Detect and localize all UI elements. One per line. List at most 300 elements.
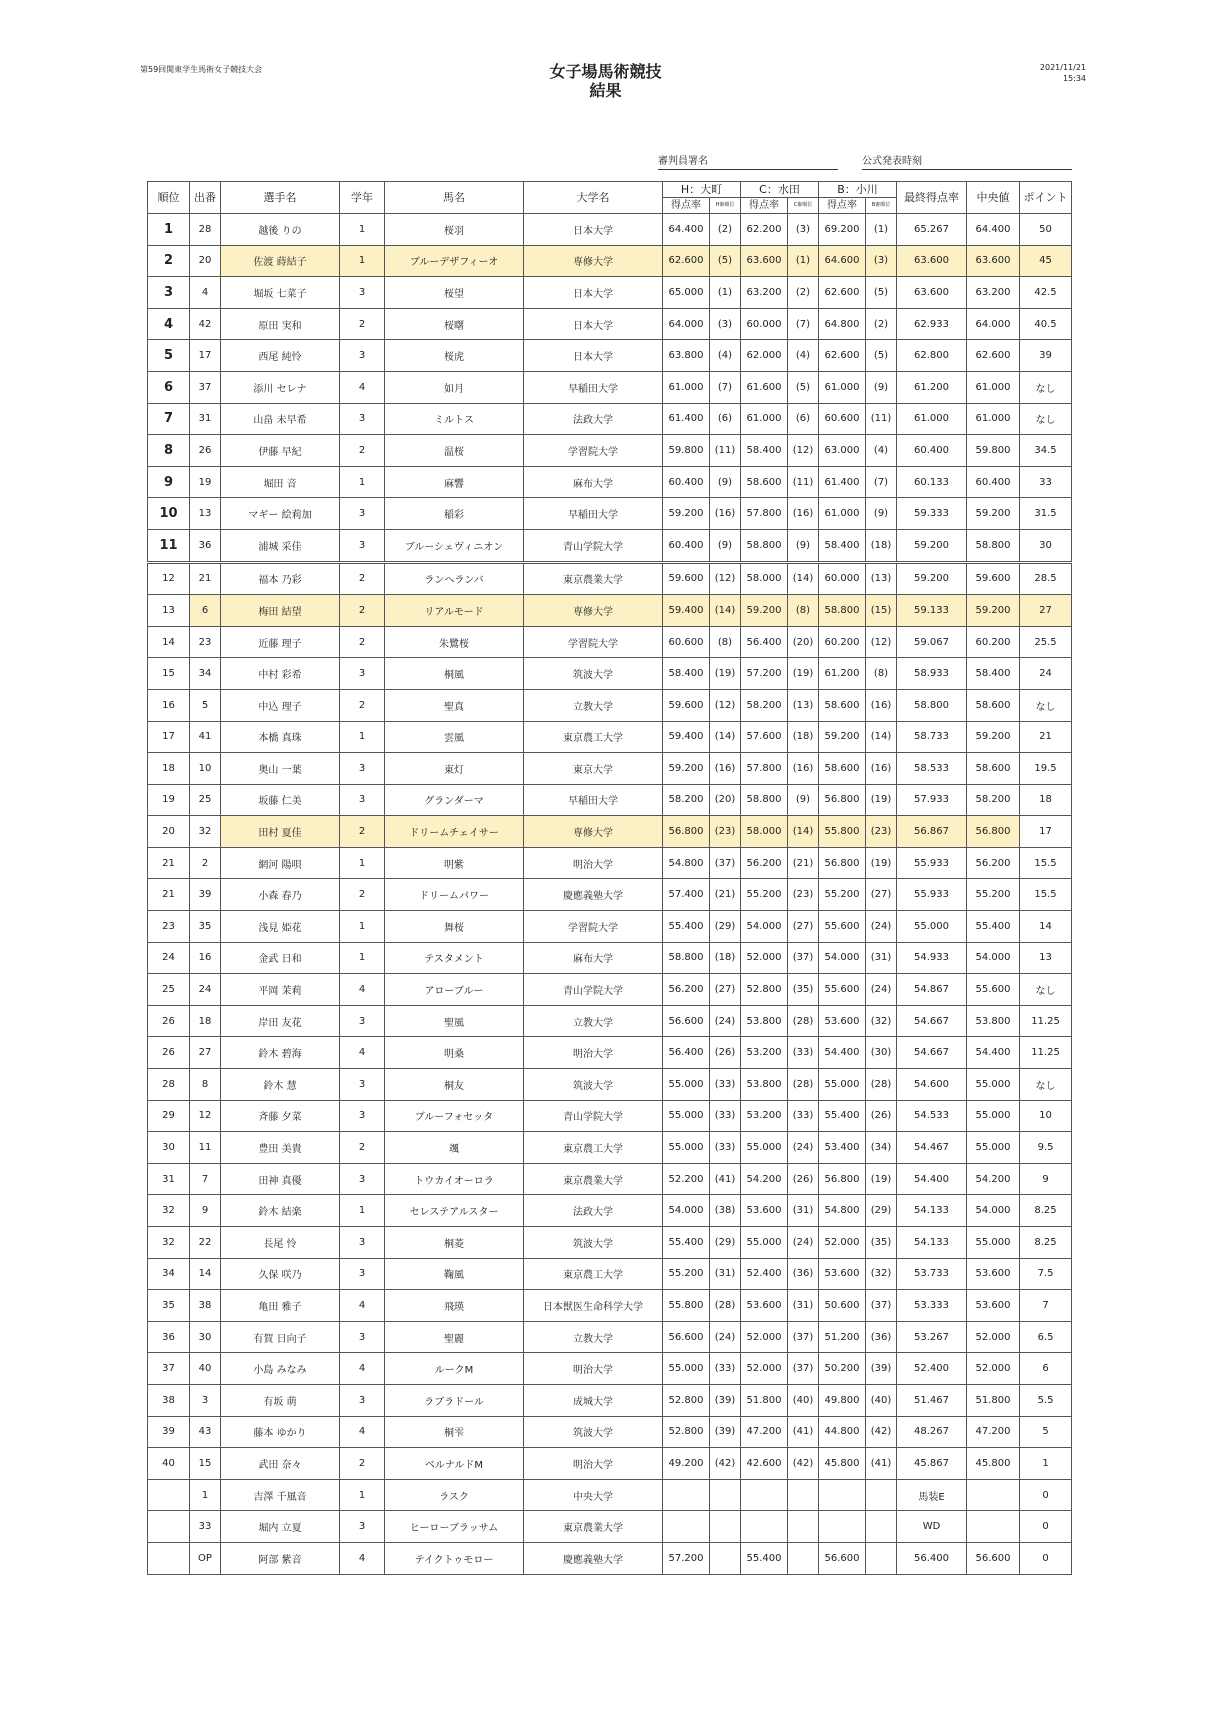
cell-r3: (1) xyxy=(866,214,897,246)
cell-s1: 55.000 xyxy=(663,1100,710,1132)
cell-grade: 3 xyxy=(340,1100,385,1132)
cell-num: 16 xyxy=(190,942,221,974)
cell-r2: (4) xyxy=(788,340,819,372)
cell-r2: (9) xyxy=(788,784,819,816)
cell-s2: 61.000 xyxy=(741,403,788,435)
cell-horse: 麻響 xyxy=(385,466,524,498)
cell-s2: 60.000 xyxy=(741,308,788,340)
cell-r1: (14) xyxy=(710,721,741,753)
cell-point: 17 xyxy=(1020,816,1072,848)
cell-point: 33 xyxy=(1020,466,1072,498)
cell-s1: 61.400 xyxy=(663,403,710,435)
cell-grade: 3 xyxy=(340,1258,385,1290)
table-row xyxy=(148,214,1072,246)
table-row xyxy=(148,942,1072,974)
col-judge-b: B：小川 xyxy=(819,182,897,198)
cell-univ: 青山学院大学 xyxy=(524,529,663,562)
cell-point: 21 xyxy=(1020,721,1072,753)
cell-s3: 55.000 xyxy=(819,1069,866,1101)
cell-point: 5.5 xyxy=(1020,1384,1072,1416)
cell-final: 65.267 xyxy=(897,214,967,246)
cell-num: 14 xyxy=(190,1258,221,1290)
cell-r1: (16) xyxy=(710,498,741,530)
cell-s1: 54.000 xyxy=(663,1195,710,1227)
cell-point: 27 xyxy=(1020,595,1072,627)
cell-r3: (5) xyxy=(866,340,897,372)
cell-r2: (19) xyxy=(788,658,819,690)
cell-r3 xyxy=(866,1479,897,1511)
results-body xyxy=(148,214,1072,1575)
cell-grade: 1 xyxy=(340,1195,385,1227)
cell-r3: (9) xyxy=(866,498,897,530)
cell-s3: 61.400 xyxy=(819,466,866,498)
cell-s1: 59.200 xyxy=(663,498,710,530)
cell-r1: (5) xyxy=(710,245,741,277)
cell-rank: 31 xyxy=(148,1163,190,1195)
cell-r2: (20) xyxy=(788,626,819,658)
cell-point: なし xyxy=(1020,1069,1072,1101)
cell-median: 58.400 xyxy=(967,658,1020,690)
cell-final: 60.400 xyxy=(897,435,967,467)
cell-univ: 筑波大学 xyxy=(524,1069,663,1101)
cell-rank: 20 xyxy=(148,816,190,848)
table-row xyxy=(148,1258,1072,1290)
cell-s2: 54.000 xyxy=(741,911,788,943)
cell-r3: (27) xyxy=(866,879,897,911)
cell-s3: 53.400 xyxy=(819,1132,866,1164)
cell-final: 59.200 xyxy=(897,562,967,595)
cell-rider: 中込 理子 xyxy=(221,689,340,721)
cell-s2: 57.800 xyxy=(741,498,788,530)
cell-rider: 網河 陽唄 xyxy=(221,847,340,879)
cell-r2: (33) xyxy=(788,1037,819,1069)
cell-r2: (11) xyxy=(788,466,819,498)
cell-final: 58.533 xyxy=(897,753,967,785)
cell-num: 4 xyxy=(190,277,221,309)
cell-num: 28 xyxy=(190,214,221,246)
cell-final: 54.667 xyxy=(897,1005,967,1037)
cell-point: 1 xyxy=(1020,1448,1072,1480)
cell-s3: 58.800 xyxy=(819,595,866,627)
cell-r3: (14) xyxy=(866,721,897,753)
cell-final: 55.933 xyxy=(897,879,967,911)
cell-point: 6 xyxy=(1020,1353,1072,1385)
cell-rider: 金武 日和 xyxy=(221,942,340,974)
cell-r3: (31) xyxy=(866,942,897,974)
cell-grade: 2 xyxy=(340,562,385,595)
cell-r1: (29) xyxy=(710,1227,741,1259)
cell-univ: 日本大学 xyxy=(524,214,663,246)
cell-s2: 62.000 xyxy=(741,340,788,372)
cell-s1: 56.600 xyxy=(663,1005,710,1037)
cell-r1: (12) xyxy=(710,562,741,595)
cell-r2: (12) xyxy=(788,435,819,467)
cell-s3: 61.000 xyxy=(819,371,866,403)
cell-s1: 56.200 xyxy=(663,974,710,1006)
cell-median: 64.000 xyxy=(967,308,1020,340)
cell-s3: 44.800 xyxy=(819,1416,866,1448)
cell-s1: 62.600 xyxy=(663,245,710,277)
cell-rank: 26 xyxy=(148,1005,190,1037)
cell-r3: (19) xyxy=(866,784,897,816)
cell-univ: 早稲田大学 xyxy=(524,371,663,403)
cell-univ: 中央大学 xyxy=(524,1479,663,1511)
cell-grade: 4 xyxy=(340,1542,385,1574)
table-row xyxy=(148,435,1072,467)
cell-num: 7 xyxy=(190,1163,221,1195)
table-row xyxy=(148,721,1072,753)
cell-r2: (14) xyxy=(788,562,819,595)
cell-s1: 59.600 xyxy=(663,562,710,595)
cell-r2 xyxy=(788,1542,819,1574)
cell-rank: 7 xyxy=(148,403,190,435)
cell-r2: (21) xyxy=(788,847,819,879)
cell-univ: 専修大学 xyxy=(524,245,663,277)
cell-univ: 東京農工大学 xyxy=(524,1132,663,1164)
cell-s2: 52.800 xyxy=(741,974,788,1006)
cell-grade: 4 xyxy=(340,1353,385,1385)
cell-rider: 梅田 結望 xyxy=(221,595,340,627)
cell-point: 40.5 xyxy=(1020,308,1072,340)
cell-point: 6.5 xyxy=(1020,1321,1072,1353)
cell-median: 52.000 xyxy=(967,1353,1020,1385)
cell-s1: 54.800 xyxy=(663,847,710,879)
cell-grade: 4 xyxy=(340,1037,385,1069)
cell-horse: アローブルー xyxy=(385,974,524,1006)
cell-univ: 東京農工大学 xyxy=(524,1258,663,1290)
cell-point: 9.5 xyxy=(1020,1132,1072,1164)
cell-horse: ラスク xyxy=(385,1479,524,1511)
cell-s1: 58.400 xyxy=(663,658,710,690)
table-row xyxy=(148,1416,1072,1448)
cell-median: 62.600 xyxy=(967,340,1020,372)
cell-final: 54.467 xyxy=(897,1132,967,1164)
cell-r3: (34) xyxy=(866,1132,897,1164)
cell-r1: (4) xyxy=(710,340,741,372)
cell-s3: 53.600 xyxy=(819,1258,866,1290)
cell-s1: 56.600 xyxy=(663,1321,710,1353)
cell-horse: ランヘランバ xyxy=(385,562,524,595)
cell-s1: 55.200 xyxy=(663,1258,710,1290)
cell-final: 61.000 xyxy=(897,403,967,435)
cell-univ: 日本大学 xyxy=(524,277,663,309)
cell-r1: (19) xyxy=(710,658,741,690)
cell-s1: 59.400 xyxy=(663,595,710,627)
cell-grade: 3 xyxy=(340,277,385,309)
cell-univ: 日本獣医生命科学大学 xyxy=(524,1290,663,1322)
cell-r1: (39) xyxy=(710,1384,741,1416)
cell-s3: 53.600 xyxy=(819,1005,866,1037)
cell-horse: 桐雫 xyxy=(385,1416,524,1448)
cell-grade: 2 xyxy=(340,626,385,658)
cell-median: 53.600 xyxy=(967,1258,1020,1290)
cell-s2: 55.200 xyxy=(741,879,788,911)
cell-r2: (36) xyxy=(788,1258,819,1290)
cell-r1: (27) xyxy=(710,974,741,1006)
cell-univ: 慶應義塾大学 xyxy=(524,879,663,911)
cell-r1: (8) xyxy=(710,626,741,658)
cell-r3: (32) xyxy=(866,1258,897,1290)
cell-r1: (37) xyxy=(710,847,741,879)
cell-r3: (15) xyxy=(866,595,897,627)
cell-num: 23 xyxy=(190,626,221,658)
cell-s1: 57.200 xyxy=(663,1542,710,1574)
table-row xyxy=(148,1290,1072,1322)
cell-median: 58.600 xyxy=(967,689,1020,721)
cell-r2: (6) xyxy=(788,403,819,435)
cell-median: 55.400 xyxy=(967,911,1020,943)
table-row xyxy=(148,371,1072,403)
cell-num: 35 xyxy=(190,911,221,943)
col-judge-h: H：大町 xyxy=(663,182,741,198)
cell-s3 xyxy=(819,1511,866,1543)
cell-s2: 52.400 xyxy=(741,1258,788,1290)
table-row xyxy=(148,403,1072,435)
cell-median: 63.600 xyxy=(967,245,1020,277)
col-score-b: 得点率 xyxy=(819,198,866,214)
cell-s3: 55.600 xyxy=(819,911,866,943)
cell-r3: (19) xyxy=(866,1163,897,1195)
cell-final: 63.600 xyxy=(897,277,967,309)
cell-rank: 2 xyxy=(148,245,190,277)
cell-median: 63.200 xyxy=(967,277,1020,309)
cell-rider: 山畠 未早希 xyxy=(221,403,340,435)
cell-univ: 東京農工大学 xyxy=(524,721,663,753)
cell-r1: (3) xyxy=(710,308,741,340)
cell-rider: 堀田 音 xyxy=(221,466,340,498)
cell-s1: 58.800 xyxy=(663,942,710,974)
cell-r3: (28) xyxy=(866,1069,897,1101)
cell-s1: 56.800 xyxy=(663,816,710,848)
cell-s1: 52.800 xyxy=(663,1384,710,1416)
cell-rank: 4 xyxy=(148,308,190,340)
cell-s1 xyxy=(663,1479,710,1511)
cell-grade: 1 xyxy=(340,245,385,277)
table-row xyxy=(148,658,1072,690)
cell-r2 xyxy=(788,1479,819,1511)
table-row xyxy=(148,277,1072,309)
cell-r2: (3) xyxy=(788,214,819,246)
table-row xyxy=(148,245,1072,277)
cell-horse: ルークM xyxy=(385,1353,524,1385)
cell-median: 54.000 xyxy=(967,1195,1020,1227)
cell-rank xyxy=(148,1542,190,1574)
cell-median: 55.200 xyxy=(967,879,1020,911)
table-row xyxy=(148,562,1072,595)
cell-r3: (4) xyxy=(866,435,897,467)
cell-rider: 斉藤 夕菜 xyxy=(221,1100,340,1132)
cell-final: 52.400 xyxy=(897,1353,967,1385)
cell-final: 54.667 xyxy=(897,1037,967,1069)
cell-s2: 58.000 xyxy=(741,562,788,595)
cell-point: なし xyxy=(1020,974,1072,1006)
cell-r2: (31) xyxy=(788,1290,819,1322)
table-row xyxy=(148,911,1072,943)
cell-rider: 阿部 紫音 xyxy=(221,1542,340,1574)
cell-point: 42.5 xyxy=(1020,277,1072,309)
table-row xyxy=(148,689,1072,721)
cell-num: 5 xyxy=(190,689,221,721)
cell-s1: 64.000 xyxy=(663,308,710,340)
cell-horse: 雲風 xyxy=(385,721,524,753)
cell-rank: 21 xyxy=(148,879,190,911)
cell-median: 55.000 xyxy=(967,1100,1020,1132)
cell-final: 59.200 xyxy=(897,529,967,562)
cell-point: 5 xyxy=(1020,1416,1072,1448)
cell-r3: (37) xyxy=(866,1290,897,1322)
cell-univ: 立教大学 xyxy=(524,1005,663,1037)
cell-median: 61.000 xyxy=(967,371,1020,403)
cell-point: 0 xyxy=(1020,1511,1072,1543)
cell-s1: 63.800 xyxy=(663,340,710,372)
cell-horse: ミルトス xyxy=(385,403,524,435)
cell-r1: (24) xyxy=(710,1321,741,1353)
cell-rider: 中村 彩希 xyxy=(221,658,340,690)
cell-s2: 63.600 xyxy=(741,245,788,277)
cell-horse: ヒーローブラッサム xyxy=(385,1511,524,1543)
table-row xyxy=(148,1037,1072,1069)
table-row xyxy=(148,498,1072,530)
cell-rider: 田村 夏佳 xyxy=(221,816,340,848)
cell-rank: 18 xyxy=(148,753,190,785)
cell-point: なし xyxy=(1020,371,1072,403)
cell-r1: (33) xyxy=(710,1100,741,1132)
cell-horse: 鞠風 xyxy=(385,1258,524,1290)
cell-rank xyxy=(148,1479,190,1511)
cell-univ: 筑波大学 xyxy=(524,1227,663,1259)
cell-r3 xyxy=(866,1511,897,1543)
cell-num: 12 xyxy=(190,1100,221,1132)
table-row xyxy=(148,816,1072,848)
col-judge-c: C：水田 xyxy=(741,182,819,198)
cell-rider: 佐渡 蒔結子 xyxy=(221,245,340,277)
cell-rider: 武田 奈々 xyxy=(221,1448,340,1480)
cell-horse: ベルナルドM xyxy=(385,1448,524,1480)
cell-s2: 52.000 xyxy=(741,1353,788,1385)
cell-rank: 24 xyxy=(148,942,190,974)
cell-rank: 1 xyxy=(148,214,190,246)
cell-s3: 62.600 xyxy=(819,277,866,309)
cell-r3: (35) xyxy=(866,1227,897,1259)
cell-grade: 2 xyxy=(340,1448,385,1480)
cell-point: 24 xyxy=(1020,658,1072,690)
table-row xyxy=(148,974,1072,1006)
cell-r2: (7) xyxy=(788,308,819,340)
cell-s3: 60.200 xyxy=(819,626,866,658)
cell-num: 15 xyxy=(190,1448,221,1480)
cell-univ: 麻布大学 xyxy=(524,466,663,498)
cell-final: 54.133 xyxy=(897,1227,967,1259)
cell-s3: 58.600 xyxy=(819,753,866,785)
cell-s2: 55.000 xyxy=(741,1227,788,1259)
cell-rider: 鈴木 碧海 xyxy=(221,1037,340,1069)
cell-point: 14 xyxy=(1020,911,1072,943)
cell-s3: 63.000 xyxy=(819,435,866,467)
cell-grade: 2 xyxy=(340,879,385,911)
cell-r1: (20) xyxy=(710,784,741,816)
cell-r3: (2) xyxy=(866,308,897,340)
cell-r3: (41) xyxy=(866,1448,897,1480)
cell-horse: 明桑 xyxy=(385,1037,524,1069)
cell-r2: (1) xyxy=(788,245,819,277)
cell-num: 38 xyxy=(190,1290,221,1322)
cell-rank: 9 xyxy=(148,466,190,498)
cell-median: 58.600 xyxy=(967,753,1020,785)
cell-final: 56.867 xyxy=(897,816,967,848)
col-grade: 学年 xyxy=(340,182,385,214)
cell-s1: 55.800 xyxy=(663,1290,710,1322)
cell-univ: 日本大学 xyxy=(524,308,663,340)
col-rank-h: H審順位 xyxy=(710,198,741,214)
cell-univ: 早稲田大学 xyxy=(524,784,663,816)
cell-point: 15.5 xyxy=(1020,879,1072,911)
cell-point: 15.5 xyxy=(1020,847,1072,879)
cell-s3: 61.000 xyxy=(819,498,866,530)
page-title xyxy=(0,62,1211,100)
cell-r3: (8) xyxy=(866,658,897,690)
cell-s2: 59.200 xyxy=(741,595,788,627)
cell-final: 63.600 xyxy=(897,245,967,277)
cell-num: 9 xyxy=(190,1195,221,1227)
table-row xyxy=(148,753,1072,785)
cell-s3: 55.600 xyxy=(819,974,866,1006)
cell-point: 19.5 xyxy=(1020,753,1072,785)
cell-rider: 原田 実和 xyxy=(221,308,340,340)
cell-r1: (28) xyxy=(710,1290,741,1322)
cell-r2: (5) xyxy=(788,371,819,403)
cell-rank: 36 xyxy=(148,1321,190,1353)
cell-r2: (42) xyxy=(788,1448,819,1480)
cell-horse: ラブラドール xyxy=(385,1384,524,1416)
cell-rider: 吉澤 千風音 xyxy=(221,1479,340,1511)
cell-s1: 59.600 xyxy=(663,689,710,721)
cell-s3: 52.000 xyxy=(819,1227,866,1259)
table-row xyxy=(148,340,1072,372)
cell-grade: 3 xyxy=(340,658,385,690)
table-row xyxy=(148,529,1072,562)
cell-rank xyxy=(148,1511,190,1543)
cell-horse: ドリームパワー xyxy=(385,879,524,911)
cell-horse: 桜虎 xyxy=(385,340,524,372)
cell-s1: 56.400 xyxy=(663,1037,710,1069)
cell-num: 24 xyxy=(190,974,221,1006)
cell-rank: 10 xyxy=(148,498,190,530)
cell-rider: 有賀 日向子 xyxy=(221,1321,340,1353)
cell-r3: (5) xyxy=(866,277,897,309)
cell-s3: 55.400 xyxy=(819,1100,866,1132)
cell-rider: 近藤 理子 xyxy=(221,626,340,658)
col-rank-c: C審順位 xyxy=(788,198,819,214)
cell-point: 0 xyxy=(1020,1479,1072,1511)
cell-final: 59.333 xyxy=(897,498,967,530)
table-row xyxy=(148,595,1072,627)
cell-median: 58.800 xyxy=(967,529,1020,562)
cell-s3: 61.200 xyxy=(819,658,866,690)
cell-r2: (31) xyxy=(788,1195,819,1227)
cell-horse: ブルーフォセッタ xyxy=(385,1100,524,1132)
cell-median: 61.000 xyxy=(967,403,1020,435)
cell-rider: 久保 咲乃 xyxy=(221,1258,340,1290)
col-final: 最終得点率 xyxy=(897,182,967,214)
cell-horse: セレステアルスター xyxy=(385,1195,524,1227)
cell-rank: 25 xyxy=(148,974,190,1006)
cell-num: 42 xyxy=(190,308,221,340)
cell-grade: 4 xyxy=(340,1416,385,1448)
cell-horse: 桜羽 xyxy=(385,214,524,246)
cell-rider: マギー 絵莉加 xyxy=(221,498,340,530)
cell-num: 6 xyxy=(190,595,221,627)
cell-rank: 5 xyxy=(148,340,190,372)
